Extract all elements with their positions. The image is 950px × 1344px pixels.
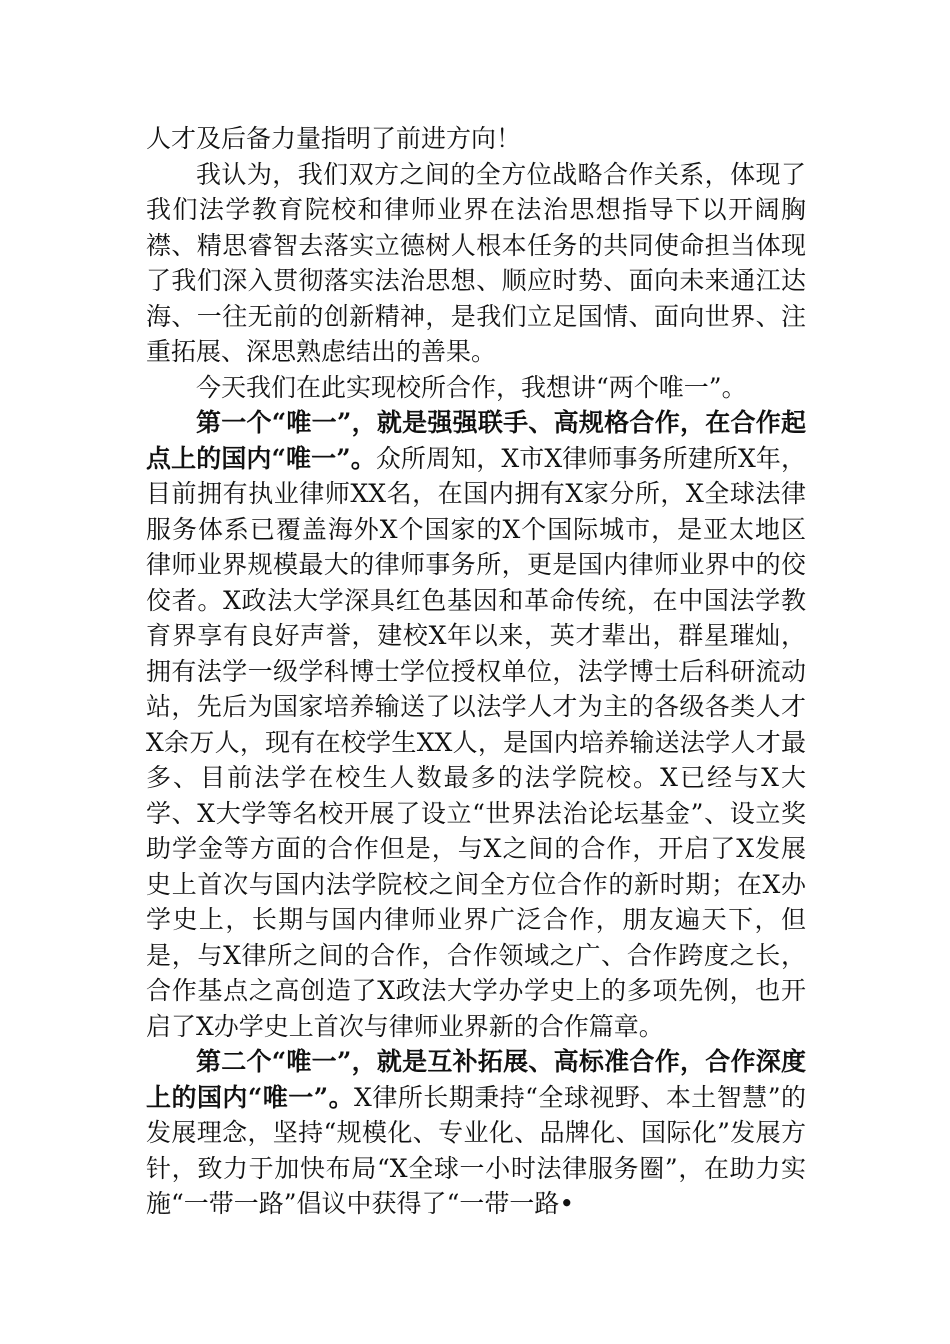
paragraph-2 [146,157,806,370]
paragraph-text: 人才及后备力量指明了前进方向！ [146,124,522,153]
paragraph-text: 今天我们在此实现校所合作，我想讲“两个唯一”。 [196,372,747,402]
paragraph-text: 我认为，我们双方之间的全方位战略合作关系，体现了我们法学教育院校和律师业界在法治思想指导下以开阔胸襟、精思睿智去落实立德树人根本任务的共同使命担当体现了我们深入贯彻落实法治思想、顺应时势、面向未来通江达海、一往无前的创新精神，是我们立足国情、面向世界、注重拓展、深思熟虑结出的善果。 [146,159,806,366]
paragraph-text: 众所周知，X市X律师事务所建所X年，目前拥有执业律师XX名，在国内拥有X家分所，X全球法律服务体系已覆盖海外X个国家的X个国际城市，是亚太地区律师业界规模最大的律师事务所，更是国内律师业界中的佼佼者。X政法大学深具红色基因和革命传统，在中国法学教育界享有良好声誉，建校X年以来，英才辈出，群星璀灿，拥有法学一级学科博士学位授权单位，法学博士后科研流动站，先后为国家培养输送了以法学人才为主的各级各类人才X余万人，现有在校学生XX人，是国内培养输送法学人才最多、目前法学在校生人数最多的法学院校。X已经与X大学、X大学等名校开展了设立“世界法治论坛基金”、设立奖助学金等方面的合作但是，与X之间的合作，开启了X发展史上首次与国内法学院校之间全方位合作的新时期；在X办学史上，长期与国内律师业界广泛合作，朋友遍天下，但是，与X律所之间的合作，合作领域之广、合作跨度之长，合作基点之高创造了X政法大学办学史上的多项先例，也开启了X办学史上首次与律师业界新的合作篇章。 [146,443,806,1041]
document-body [146,121,806,1222]
paragraph-5 [146,1044,806,1222]
paragraph-4 [146,405,806,1044]
paragraph-text: X律所长期秉持“全球视野、本土智慧”的发展理念，坚持“规模化、专业化、品牌化、国际化”发展方针，致力于加快布局“X全球一小时法律服务圈”，在助力实施“一带一路”倡议中获得了“一带一路• [146,1082,806,1218]
paragraph-bold-lead: 第二个“唯一”，就是互补拓展、高标准合作，合作深度上的国内“唯一”。 [146,1047,806,1112]
paragraph-3 [146,370,806,406]
paragraph-bold-lead: 第一个“唯一”，就是强强联手、高规格合作，在合作起点上的国内“唯一”。 [146,408,806,473]
paragraph-1 [146,121,806,157]
